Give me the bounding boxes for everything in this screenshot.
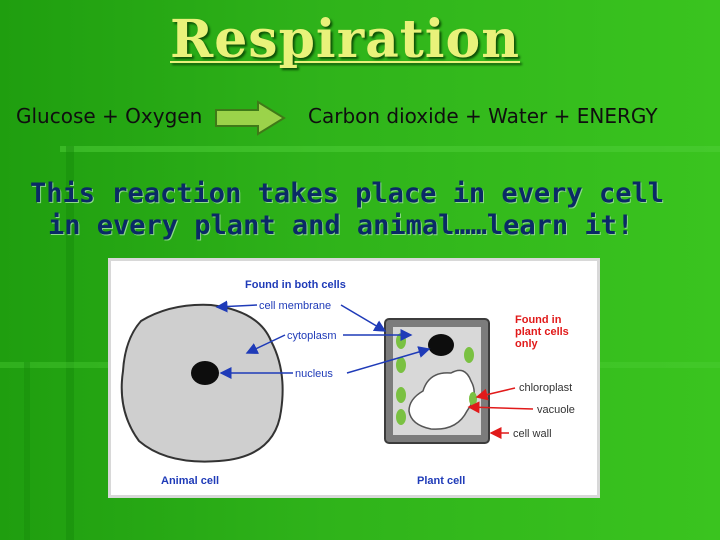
label-found-plant-2: plant cells [515, 326, 569, 338]
plant-cell-caption: Plant cell [417, 475, 466, 487]
animal-cell-caption: Animal cell [161, 475, 220, 487]
chloroplast-2 [396, 357, 406, 373]
bg-stripe-upper [60, 146, 720, 152]
equation-products: Carbon dioxide + Water + ENERGY [308, 104, 658, 128]
label-cell-membrane: cell membrane [259, 300, 332, 312]
plant-nucleus [428, 334, 454, 356]
arrow-cell-membrane-left [217, 305, 257, 307]
label-vacuole: vacuole [537, 404, 575, 416]
chloroplast-4 [396, 409, 406, 425]
cell-diagram-svg [111, 261, 597, 495]
label-found-plant-3: only [515, 338, 538, 350]
chloroplast-3 [396, 387, 406, 403]
label-chloroplast: chloroplast [519, 382, 573, 394]
equation-reactants: Glucose + Oxygen [16, 104, 203, 128]
label-found-in-both: Found in both cells [245, 279, 346, 291]
label-cytoplasm: cytoplasm [287, 330, 337, 342]
label-nucleus: nucleus [295, 368, 333, 380]
cell-diagram [108, 258, 600, 498]
label-cell-wall: cell wall [513, 428, 552, 440]
bg-stripe-left2 [24, 362, 30, 540]
key-statement-line-1: This reaction takes place in every cell [30, 178, 664, 209]
arrow-cell-membrane-right [341, 305, 385, 331]
key-statement [30, 178, 720, 242]
animal-nucleus [191, 361, 219, 385]
key-statement-line-2: in every plant and animal……learn it! [48, 210, 634, 241]
label-found-plant-1: Found in [515, 314, 562, 326]
chloroplast-6 [469, 392, 477, 406]
right-arrow-icon [212, 98, 288, 138]
slide-title: Respiration [170, 9, 521, 70]
word-equation [0, 98, 720, 138]
chloroplast-5 [464, 347, 474, 363]
